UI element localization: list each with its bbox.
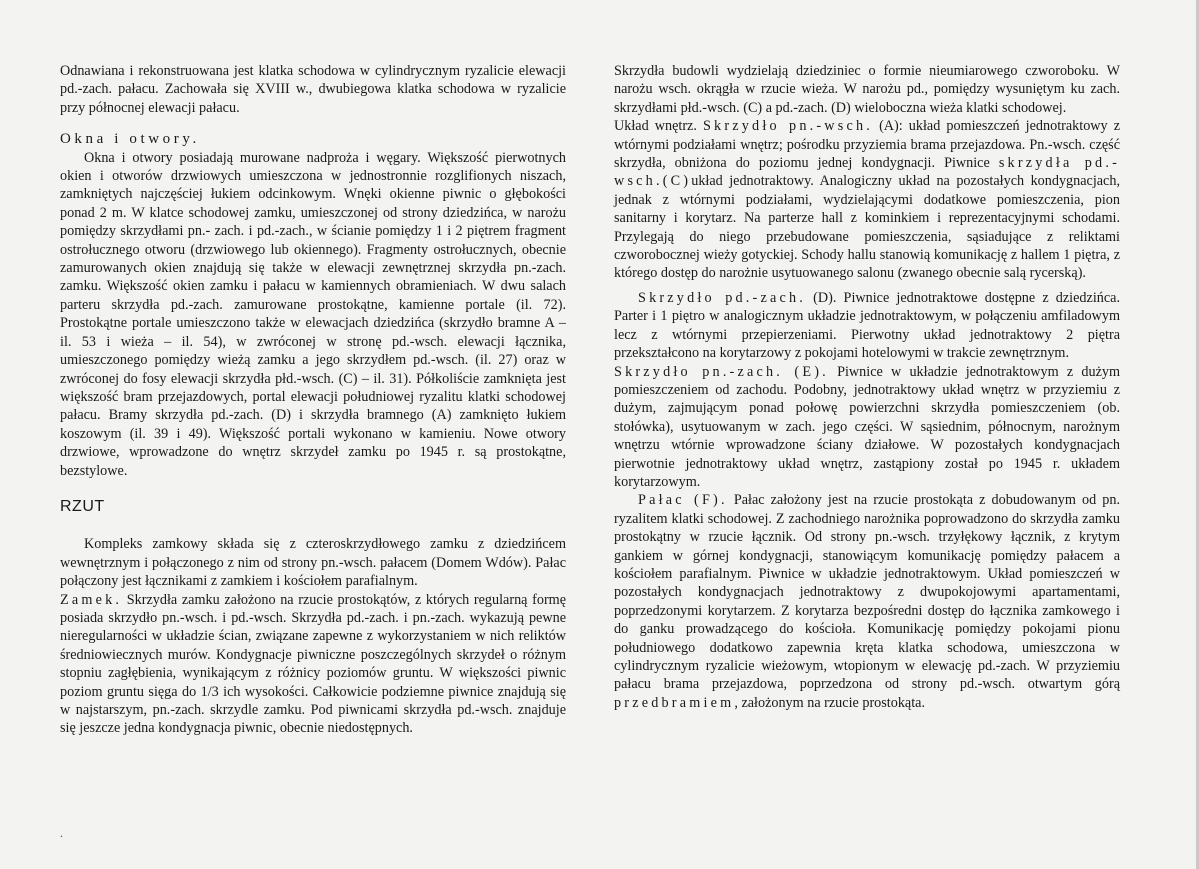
wing-e-paragraph (614, 363, 1120, 492)
courtyard-paragraph: Skrzydła budowli wydzielają dziedziniec o formie nieumiarowego czworoboku. W narożu wsch. okrągła w rzucie wieża. W narożu pd., pomiędzy wysuniętym ku zach. skrzydłami płd.-wsch. (C) a pd.-zach. (D) wieloboczna wieża klatki schodowej. (614, 63, 1120, 116)
zamek-paragraph (60, 591, 566, 738)
wing-d-text: (D). Piwnice jednotraktowe dostępne z dziedzińca. Parter i 1 piętro w analogicznym układzie jednotraktowym, w połączeniu amfiladowym lecz z wtórnymi przepierzeniami. Pierwotny układ jednotraktowy 2 piętra przekształcono na korytarzowy z pokojami hotelowymi w trakcie zewnętrznym. (614, 289, 1120, 362)
uklad-text-b: układ jednotraktowy. Analogiczny układ na pozostałych kondygnacjach, jednak z wtórnymi podziałami, wydzielającymi dodatkowe pomieszczenia, pion sanitarny i korytarz. Na parterze hall z kominkiem i reprezentacyjnymi schodami. Przylegają do niego przebudowane pomieszczenia, sąsiadujące z reliktami czworobocznej wieży gotyckiej. Schody hallu stanowią komunikację z hallem 1 piętra, z którego dostęp do narożnie usytuowanego salonu (zwanego obecnie salą rycerską). (614, 173, 1120, 282)
rzut-paragraph: Kompleks zamkowy składa się z czteroskrzydłowego zamku z dziedzińcem wewnętrznym i połączonego z nim od strony pn.-wsch. pałacem (Domem Wdów). Pałac połączony jest łącznikami z zamkiem i kościołem parafialnym. (60, 536, 566, 590)
zamek-label: Zamek. (60, 591, 123, 608)
left-column (60, 62, 566, 738)
uklad-label: Układ wnętrz. (614, 118, 703, 135)
zamek-text: Skrzydła zamku założono na rzucie prostokątów, z których regularną formę posiada skrzydło pn.-wsch. i pd.-wsch. Skrzydła pd.-zach. i pn.-zach. wykazują pewne nieregularności w układzie ścian, związane zapewne z wykorzystaniem w nich reliktów średniowiecznych murów. Kondygnacje piwniczne poszczególnych skrzydeł o różnym stopniu zagłębienia, wynikającym z różnicy poziomów gruntu. W większości piwnic poziom gruntu sięga do 1/3 ich wysokości. Całkowicie podziemne piwnice znajdują się w najstarszym, pn.-zach. skrzydle zamku. Pod piwnicami skrzydła pd.-wsch. znajduje się jeszcze jedna kondygnacja piwnic, obecnie niedostępnych. (60, 591, 566, 737)
okna-heading: Okna i otwory. (60, 131, 200, 148)
rzut-heading: RZUT (60, 497, 105, 515)
uklad-text-a: (A): układ pomieszczeń jednotraktowy z wtórnymi podziałami wnętrz; pośrodku przyziemia brama przejazdowa. Pn.-wsch. część skrzydła, obniżona do poziomu jednej kondygnacji. Piwnice (614, 118, 1120, 172)
skrzydlo-pnwsch-label: Skrzydło pn.-wsch. (702, 118, 874, 135)
palace-paragraph (614, 491, 1120, 712)
wing-d-paragraph (614, 289, 1120, 363)
skrzydlo-pdzach-label: Skrzydło pd.-zach. (638, 289, 806, 306)
palac-label: Pałac (F). (638, 492, 728, 509)
przedbramiem-word: przedbramiem (614, 694, 735, 711)
palac-text: Pałac założony jest na rzucie prostokąta z dobudowanym od pn. ryzalitem klatki schodowej. Z zachodniego narożnika poprowadzono do skrzydła zamku prostokątny w rzucie łącznik. Od strony pn.-wsch. trzyłękowy łącznik, z krytym gankiem w górnej kondygnacji, stanowiącym komunikację pomiędzy pałacem a kościołem parafialnym. Piwnice w układzie jednotraktowym. Układ pomieszczeń w pozostałych kondygnacjach jednotraktowy z dwupokojowymi apartamentami, poprzedzonymi korytarzem. Z korytarza bezpośredni dostęp do łącznika zamkowego i do ganku prowadzącego do kościoła. Komunikację pomiędzy pokojami pionu południowego dodatkowo zapewnia kręta klatka schodowa, umieszczona w cylindrycznym ryzalicie wieżowym, wtopionym w elewację pd.-zach. W przyziemiu pałacu brama przejazdowa, poprzedzona od strony pd.-wsch. otwartym górą (614, 492, 1120, 693)
right-column (614, 62, 1120, 712)
skrzydlo-pnzach-label: Skrzydło pn.-zach. (E). (614, 363, 829, 380)
footer-mark: . (60, 826, 63, 840)
palac-end: , założonym na rzucie prostokąta. (734, 694, 926, 711)
skrzydla-pdwsch-label: skrzydła pd.-wsch.(C) (614, 155, 1120, 190)
okna-paragraph: Okna i otwory posiadają murowane nadproża i węgary. Większość pierwotnych okien i otworów drzwiowych umieszczona w jednostronnie rozglifionych niszach, zamkniętych najczęściej łukiem odcinkowym. Wnęki okienne piwnic o głębokości ponad 2 m. W klatce schodowej zamku, umieszczonej od strony dziedzińca, w narożu pomiędzy skrzydłami pn.- zach. i pd.-zach., w ścianie pomiędzy 1 i 2 piętrem fragment ostrołucznego otworu (drzwiowego lub okiennego). Fragmenty ostrołucznych, obecnie zamurowanych okien znajdują się także w elewacji zewnętrznej skrzydła pn.-zach. zamku. Większość okien zamku i pałacu w kamiennych obramieniach. W dwu salach parteru skrzydła pd.-zach. zamurowane prostokątne, kamienne portale (il. 72). Prostokątne portale umieszczono także w elewacjach dziedzińca (skrzydło bramne A – il. 53 i wieża – il. 54), w zwróconej w stronę pd.-wsch. elewacji łącznika, umieszczonego pomiędzy wieżą zamku a jego skrzydłem pd.-wsch. (il. 27) oraz w zwróconej do fosy elewacji skrzydła płd.-wsch. (C) – il. 31). Półkoliście zamknięta jest większość bram przejazdowych, portal elewacji południowej ryzalitu klatki schodowej pałacu. Bramy skrzydła pd.-zach. (D) i skrzydła bramnego (A) zamknięto łukiem koszowym (il. 39 i 49). Większość portali wykonano w kamieniu. Nowe otwory drzwiowe, wprowadzone do wnętrz skrzydeł zamku po 1945 r. są prostokątne, bezstylowe. (60, 149, 566, 479)
wing-e-text: Piwnice w układzie jednotraktowym z dużym pomieszczeniem od zachodu. Podobny, jednotraktowy układ wnętrz w przyziemiu z dużym, zajmującym ponad połowę powierzchni skrzydła pomieszczeniem (ob. stołówka), usytuowanym w zach. jego części. W sąsiednim, północnym, narożnym wnętrzu wtórnie wprowadzone ściany działowe. W pozostałych kondygnacjach pierwotnie jednotraktowy układ wnętrz, zastąpiony został po 1945 r. układem korytarzowym. (614, 363, 1120, 490)
interior-paragraph (614, 117, 1120, 283)
intro-paragraph: Odnawiana i rekonstruowana jest klatka schodowa w cylindrycznym ryzalicie elewacji pd.-zach. pałacu. Zachowała się XVIII w., dwubiegowa klatka schodowa w ryzalicie przy północnej elewacji pałacu. (60, 63, 566, 116)
